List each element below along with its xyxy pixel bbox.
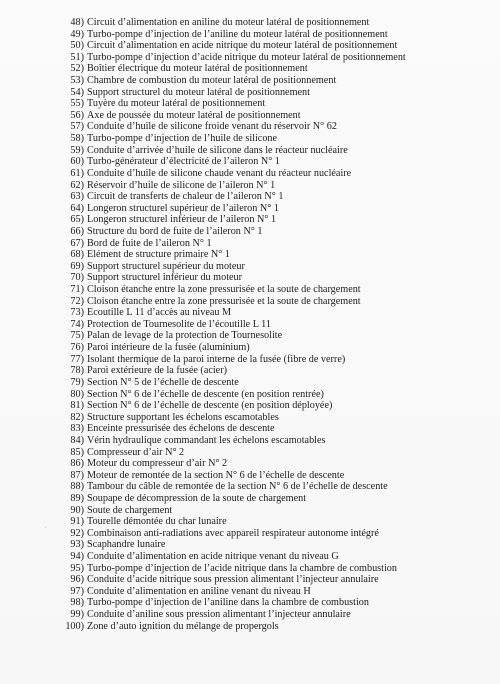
list-item xyxy=(61,145,406,157)
list-item xyxy=(61,110,406,122)
item-number: 53) xyxy=(70,75,84,87)
item-text: Axe de poussée du moteur latéral de positionnement xyxy=(87,109,301,121)
item-number: 68) xyxy=(70,249,84,261)
item-text: Turbo-générateur d’électricité de l’aileron N° 1 xyxy=(87,156,280,168)
item-text: Isolant thermique de la paroi interne de la fusée (fibre de verre) xyxy=(87,353,346,365)
list-item xyxy=(61,87,406,99)
list-item xyxy=(61,516,406,528)
item-text: Section N° 5 de l’échelle de descente xyxy=(87,376,239,388)
list-item xyxy=(61,180,406,192)
item-text: Conduite d’alimentation en aniline venant du niveau H xyxy=(87,585,311,597)
item-text: Turbo-pompe d’injection de l’aniline dans la chambre de combustion xyxy=(87,597,369,609)
item-number: 71) xyxy=(70,284,84,296)
list-item xyxy=(61,377,406,389)
item-text: Compresseur d’air N° 2 xyxy=(87,446,185,458)
item-text: Vérin hydraulique commandant les échelons escamotables xyxy=(87,434,326,446)
item-number: 77) xyxy=(70,353,84,365)
item-text: Tourelle démontée du char lunaire xyxy=(87,516,227,528)
item-text: Conduite d’huile de silicone froide venant du réservoir N° 62 xyxy=(87,121,337,133)
item-number: 62) xyxy=(70,179,84,191)
item-number: 70) xyxy=(70,272,84,284)
list-item xyxy=(61,261,406,273)
item-text: Chambre de combustion du moteur latéral de positionnement xyxy=(87,75,337,87)
item-number: 81) xyxy=(70,400,84,412)
list-item xyxy=(61,203,406,215)
item-number: 58) xyxy=(70,133,84,145)
item-text: Soupape de décompression de la soute de chargement xyxy=(87,492,307,504)
list-item xyxy=(61,17,406,29)
item-text: Section N° 6 de l’échelle de descente (en position rentrée) xyxy=(87,388,324,400)
item-text: Circuit d’alimentation en aniline du moteur latéral de positionnement xyxy=(87,17,370,28)
list-item xyxy=(61,505,406,517)
item-text: Circuit de transferts de chaleur de l’aileron N° 1 xyxy=(87,191,284,203)
item-text: Moteur de remontée de la section N° 6 de l’échelle de descente xyxy=(87,469,345,481)
list-item xyxy=(61,389,406,401)
item-text: Tambour du câble de remontée de la section N° 6 de l’échelle de descente xyxy=(87,481,388,493)
item-number: 74) xyxy=(70,318,84,330)
item-number: 55) xyxy=(70,98,84,110)
item-text: Turbo-pompe d’injection de l’aniline du moteur latéral de positionnement xyxy=(87,28,388,40)
item-number: 100) xyxy=(65,620,84,632)
list-item xyxy=(61,191,406,203)
list-item xyxy=(61,168,406,180)
list-item xyxy=(61,563,406,575)
list-item xyxy=(61,412,406,424)
item-number: 56) xyxy=(70,109,84,121)
item-text: Bord de fuite de l’aileron N° 1 xyxy=(87,237,212,249)
item-number: 75) xyxy=(70,330,84,342)
list-item xyxy=(61,574,406,586)
item-text: Réservoir d’huile de silicone de l’aileron N° 1 xyxy=(87,179,276,191)
item-number: 96) xyxy=(70,574,84,586)
list-item xyxy=(61,551,406,563)
item-text: Enceinte pressurisée des échelons de descente xyxy=(87,423,275,435)
item-text: Tuyère du moteur latéral de positionnement xyxy=(87,98,266,110)
item-number: 86) xyxy=(70,458,84,470)
item-number: 84) xyxy=(70,434,84,446)
item-number: 80) xyxy=(70,388,84,400)
list-item xyxy=(61,121,406,133)
list-item xyxy=(61,597,406,609)
item-number: 83) xyxy=(70,423,84,435)
list-item xyxy=(61,400,406,412)
item-text: Structure du bord de fuite de l’aileron N° 1 xyxy=(87,225,263,237)
list-item xyxy=(61,226,406,238)
item-number: 65) xyxy=(70,214,84,226)
list-item xyxy=(61,98,406,110)
list-item xyxy=(61,272,406,284)
item-number: 64) xyxy=(70,202,84,214)
list-item xyxy=(61,423,406,435)
item-text: Conduite d’huile de silicone chaude venant du réacteur nucléaire xyxy=(87,167,352,179)
item-text: Zone d’auto ignition du mélange de propergols xyxy=(87,620,279,632)
item-text: Protection de Tournesolite de l’écoutille L 11 xyxy=(87,318,271,330)
item-text: Support structurel supérieur du moteur xyxy=(87,260,245,272)
item-number: 63) xyxy=(70,191,84,203)
item-text: Scaphandre lunaire xyxy=(87,539,166,551)
numbered-legend-list xyxy=(61,17,406,632)
item-number: 85) xyxy=(70,446,84,458)
item-text: Turbo-pompe d’injection de l’acide nitrique dans la chambre de combustion xyxy=(87,562,397,574)
item-number: 87) xyxy=(70,469,84,481)
item-text: Longeron structurel inférieur de l’aileron N° 1 xyxy=(87,214,277,226)
item-text: Circuit d’alimentation en acide nitrique du moteur latéral de positionnement xyxy=(87,40,398,52)
list-item xyxy=(61,354,406,366)
list-item xyxy=(61,458,406,470)
item-number: 79) xyxy=(70,376,84,388)
item-text: Soute de chargement xyxy=(87,504,173,516)
list-item xyxy=(61,52,406,64)
item-number: 91) xyxy=(70,516,84,528)
item-text: Conduite d’arrivée d’huile de silicone dans le réacteur nucléaire xyxy=(87,144,348,156)
item-text: Boîtier électrique du moteur latéral de positionnement xyxy=(87,63,308,75)
item-text: Support structurel inférieur du moteur xyxy=(87,272,243,284)
list-item xyxy=(61,481,406,493)
item-number: 66) xyxy=(70,225,84,237)
list-item xyxy=(61,296,406,308)
list-item xyxy=(61,249,406,261)
list-item xyxy=(61,40,406,52)
item-number: 97) xyxy=(70,585,84,597)
scan-mark: ′ xyxy=(45,525,47,534)
item-number: 88) xyxy=(70,481,84,493)
list-item xyxy=(61,133,406,145)
item-text: Paroi intérieure de la fusée (aluminium) xyxy=(87,342,250,354)
item-number: 78) xyxy=(70,365,84,377)
item-number: 92) xyxy=(70,527,84,539)
list-item xyxy=(61,75,406,87)
list-item xyxy=(61,586,406,598)
item-text: Conduite d’acide nitrique sous pression alimentant l’injecteur annulaire xyxy=(87,574,379,586)
item-text: Elément de structure primaire N° 1 xyxy=(87,249,230,261)
item-number: 60) xyxy=(70,156,84,168)
item-number: 54) xyxy=(70,86,84,98)
item-number: 61) xyxy=(70,167,84,179)
list-item xyxy=(61,29,406,41)
item-text: Combinaison anti-radiations avec appareil respirateur autonome intégré xyxy=(87,527,379,539)
item-text: Turbo-pompe d’injection d’acide nitrique du moteur latéral de positionnement xyxy=(87,51,406,63)
list-item xyxy=(61,493,406,505)
item-text: Section N° 6 de l’échelle de descente (en position déployée) xyxy=(87,400,333,412)
item-number: 89) xyxy=(70,492,84,504)
item-number: 49) xyxy=(70,28,84,40)
item-text: Cloison étanche entre la zone pressurisée et la soute de chargement xyxy=(87,295,361,307)
item-number: 90) xyxy=(70,504,84,516)
item-number: 50) xyxy=(70,40,84,52)
list-item xyxy=(61,609,406,621)
list-item xyxy=(61,307,406,319)
item-text: Paroi extérieure de la fusée (acier) xyxy=(87,365,227,377)
item-number: 59) xyxy=(70,144,84,156)
item-text: Conduite d’alimentation en acide nitrique venant du niveau G xyxy=(87,551,339,563)
list-item xyxy=(61,214,406,226)
list-item xyxy=(61,365,406,377)
item-text: Conduite d’aniline sous pression alimentant l’injecteur annulaire xyxy=(87,609,351,621)
item-number: 52) xyxy=(70,63,84,75)
list-item xyxy=(61,238,406,250)
list-item xyxy=(61,539,406,551)
list-item xyxy=(61,342,406,354)
item-number: 48) xyxy=(70,17,84,28)
list-item xyxy=(61,528,406,540)
item-text: Support structurel du moteur latéral de positionnement xyxy=(87,86,310,98)
item-number: 99) xyxy=(70,609,84,621)
item-text: Ecoutille L 11 d’accès au niveau M xyxy=(87,307,232,319)
list-item xyxy=(61,319,406,331)
item-number: 95) xyxy=(70,562,84,574)
item-number: 69) xyxy=(70,260,84,272)
item-number: 82) xyxy=(70,411,84,423)
item-number: 93) xyxy=(70,539,84,551)
item-text: Longeron structurel supérieur de l’aileron N° 1 xyxy=(87,202,279,214)
item-number: 72) xyxy=(70,295,84,307)
list-item xyxy=(61,284,406,296)
list-item xyxy=(61,156,406,168)
list-item xyxy=(61,330,406,342)
list-item xyxy=(61,447,406,459)
item-text: Structure supportant les échelons escamotables xyxy=(87,411,279,423)
item-number: 98) xyxy=(70,597,84,609)
item-text: Moteur du compresseur d’air N° 2 xyxy=(87,458,228,470)
list-item xyxy=(61,63,406,75)
item-number: 94) xyxy=(70,551,84,563)
item-number: 67) xyxy=(70,237,84,249)
item-number: 73) xyxy=(70,307,84,319)
item-number: 76) xyxy=(70,342,84,354)
item-text: Cloison étanche entre la zone pressurisée et la soute de chargement xyxy=(87,284,361,296)
list-item xyxy=(61,621,406,633)
item-number: 51) xyxy=(70,51,84,63)
list-item xyxy=(61,435,406,447)
item-number: 57) xyxy=(70,121,84,133)
item-text: Turbo-pompe d’injection de l’huile de silicone xyxy=(87,133,278,145)
list-item xyxy=(61,470,406,482)
item-text: Palan de levage de la protection de Tournesolite xyxy=(87,330,283,342)
